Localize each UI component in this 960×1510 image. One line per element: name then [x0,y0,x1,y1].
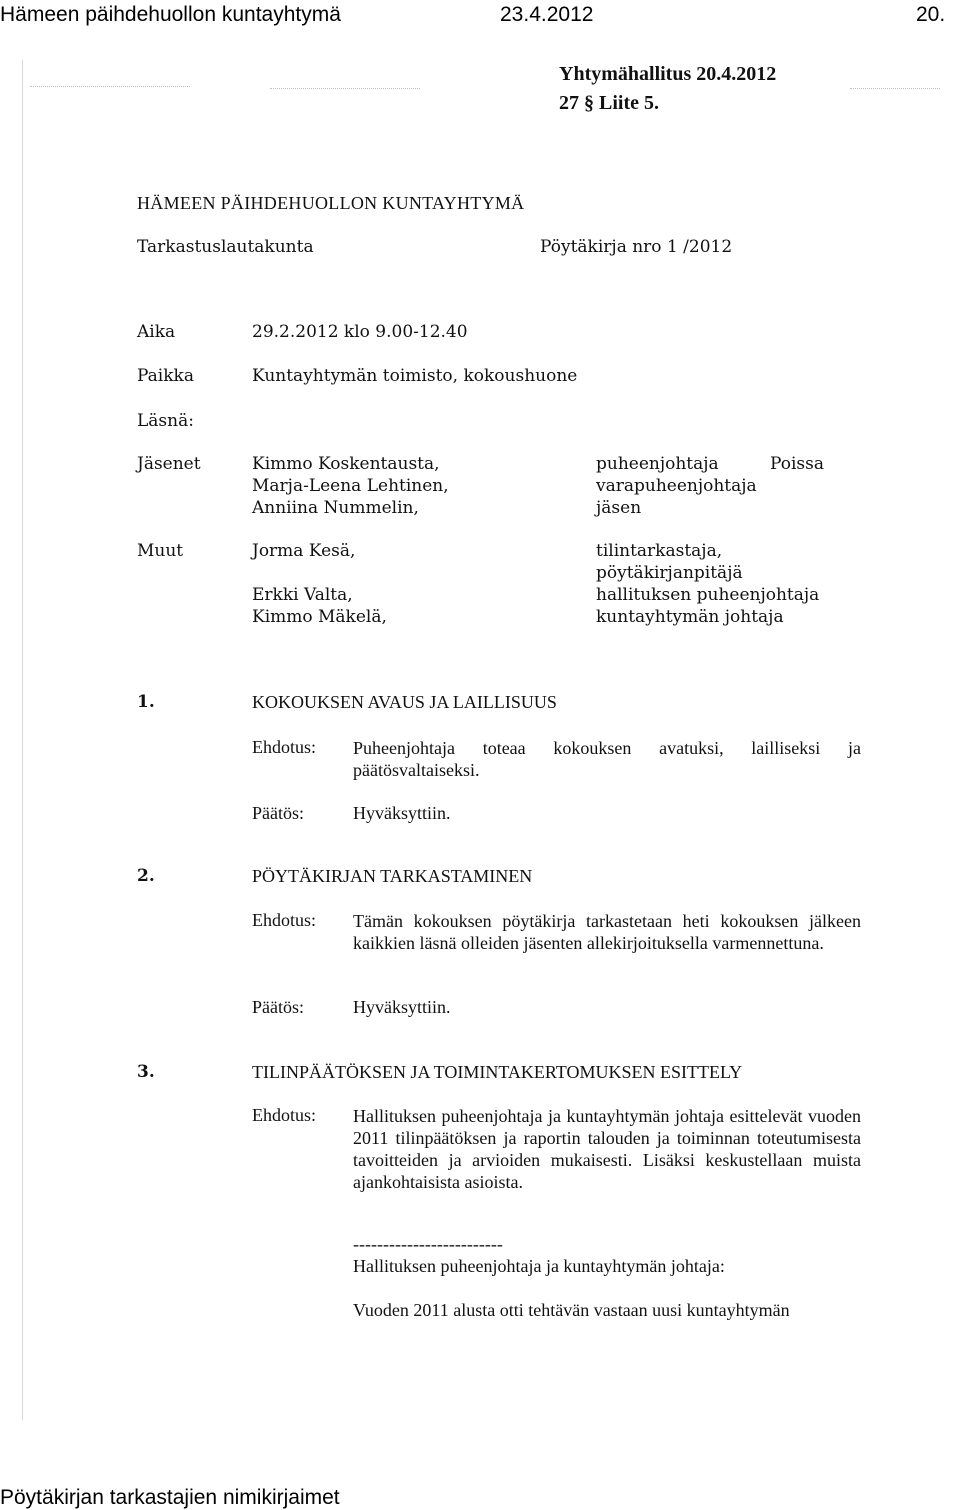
header-page-number: 20. [916,3,946,26]
section-title: KOKOUKSEN AVAUS JA LAILLISUUS [252,692,557,712]
time-value: 29.2.2012 klo 9.00-12.40 [252,322,468,342]
header-organization: Hämeen päihdehuollon kuntayhtymä [0,3,341,26]
member-role: jäsen [596,498,642,518]
scan-edge-line [22,60,23,1420]
member-name: Kimmo Koskentausta, [252,454,440,474]
section-number: 1. [137,692,155,712]
section-title: TILINPÄÄTÖKSEN JA TOIMINTAKERTOMUKSEN ESITTELY [252,1062,743,1082]
scan-artifact [30,86,190,87]
other-name: Erkki Valta, [252,585,353,605]
section-number: 3. [137,1062,155,1082]
other-name: Kimmo Mäkelä, [252,607,387,627]
separator: ------------------------- [353,1234,503,1254]
scan-artifact [270,88,420,89]
member-name: Anniina Nummelin, [252,498,419,518]
place-label: Paikka [137,366,194,386]
proposal-label: Ehdotus: [252,737,317,757]
other-name: Jorma Kesä, [252,541,356,561]
speaker-label: Hallituksen puheenjohtaja ja kuntayhtymän johtaja: [353,1256,725,1276]
reference-meeting: Yhtymähallitus 20.4.2012 [559,63,777,85]
footer-signature-note: Pöytäkirjan tarkastajien nimikirjaimet [0,1486,340,1509]
time-label: Aika [137,322,176,342]
section-number: 2. [137,866,155,886]
member-status: Poissa [770,454,825,474]
other-role: pöytäkirjanpitäjä [596,563,743,583]
proposal-label: Ehdotus: [252,1105,317,1125]
others-label: Muut [137,541,184,561]
committee-name: Tarkastuslautakunta [137,237,314,257]
member-role: puheenjohtaja [596,454,719,474]
decision-label: Päätös: [252,997,304,1017]
member-role: varapuheenjohtaja [596,476,757,496]
reference-appendix: 27 § Liite 5. [559,92,659,114]
present-label: Läsnä: [137,411,194,431]
proposal-text: Tämän kokouksen pöytäkirja tarkastetaan heti kokouksen jälkeen kaikkien läsnä olleiden jäsenten allekirjoituksella varmennettuna. [353,911,861,953]
place-value: Kuntayhtymän toimisto, kokoushuone [252,366,578,386]
proposal-text: Hallituksen puheenjohtaja ja kuntayhtymän johtaja esittelevät vuoden 2011 tilinpäätöksen ja raportin talouden ja toiminnan toteutumisesta tavoitteiden ja arvioiden mukaisesti. Lisäksi keskustellaan muista ajankohtaisista asioista. [353,1106,861,1192]
other-role: tilintarkastaja, [596,541,723,561]
decision-text: Hyväksyttiin. [353,803,451,823]
decision-label: Päätös: [252,803,304,823]
organization-title: HÄMEEN PÄIHDEHUOLLON KUNTAYHTYMÄ [137,193,525,213]
members-label: Jäsenet [137,454,201,474]
member-name: Marja-Leena Lehtinen, [252,476,449,496]
scan-artifact [850,88,940,89]
other-role: hallituksen puheenjohtaja [596,585,820,605]
statement-text: Vuoden 2011 alusta otti tehtävän vastaan uusi kuntayhtymän [353,1300,790,1320]
other-role: kuntayhtymän johtaja [596,607,784,627]
proposal-text: Puheenjohtaja toteaa kokouksen avatuksi, lailliseksi ja päätösvaltaiseksi. [353,738,861,780]
proposal-label: Ehdotus: [252,910,317,930]
header-date: 23.4.2012 [500,3,594,26]
decision-text: Hyväksyttiin. [353,997,451,1017]
section-title: PÖYTÄKIRJAN TARKASTAMINEN [252,866,533,886]
minutes-number: Pöytäkirja nro 1 /2012 [540,237,733,257]
